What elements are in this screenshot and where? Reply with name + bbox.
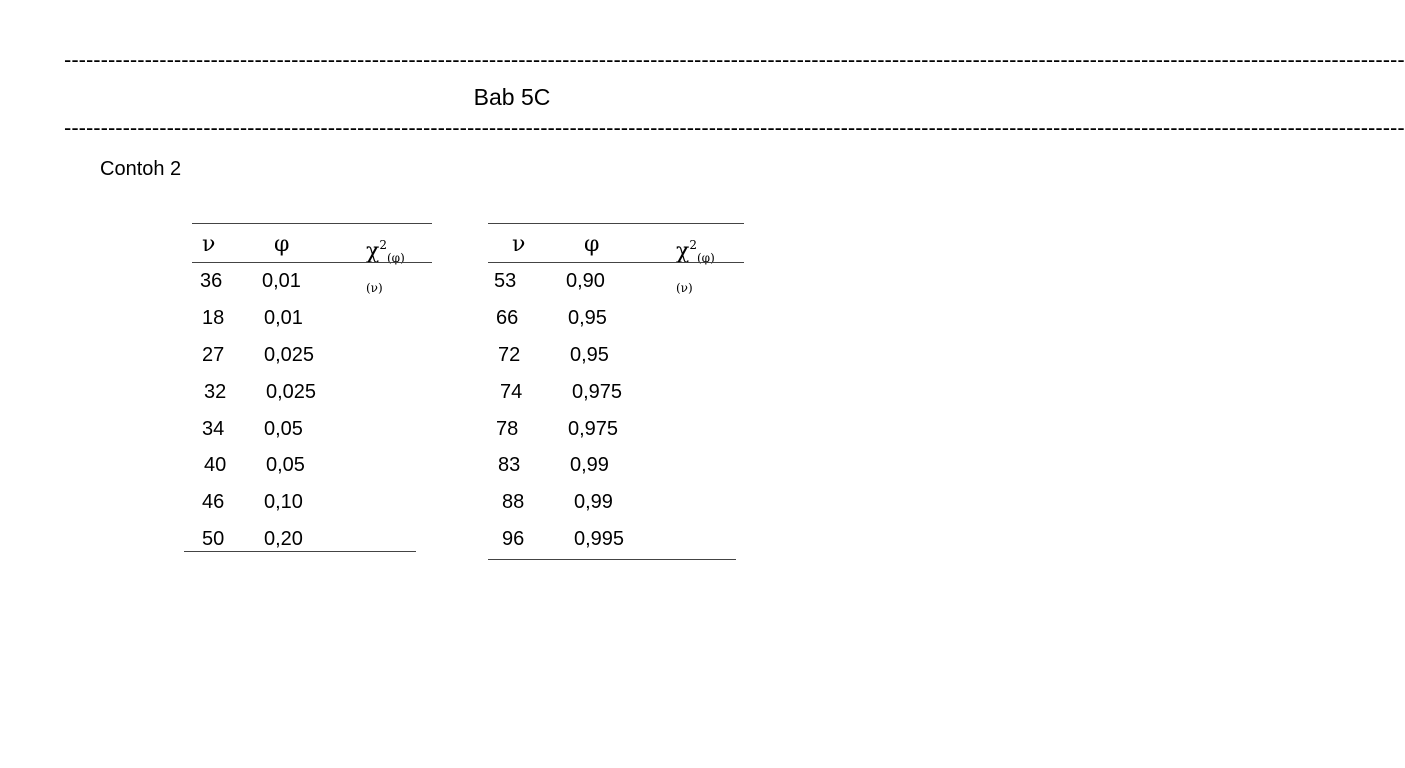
table-row-phi: 0,025 (264, 344, 315, 366)
header-nu: ν (202, 232, 216, 257)
chi-superscript: 2 (379, 238, 387, 252)
header-phi: φ (274, 232, 290, 257)
table-row-phi: 0,05 (264, 418, 303, 440)
page-title: Bab 5C (473, 84, 551, 110)
table-row-nu: 66 (496, 307, 519, 329)
table-row-phi: 0,01 (262, 270, 301, 292)
table-row-nu: 78 (496, 418, 519, 440)
chi-subscript: (φ)(ν) (676, 251, 715, 295)
table-bottom-rule (488, 559, 736, 560)
table-row-nu: 18 (202, 307, 225, 329)
table-row-phi: 0,20 (264, 528, 303, 550)
top-dashed-divider: --------------------------------------------------------------------------------------------------------------------------------------------------------------------------------------- (64, 47, 1405, 72)
table-row-phi: 0,025 (266, 381, 317, 403)
table-header-rule (192, 262, 432, 263)
header-chi-square (366, 233, 405, 300)
table-row-phi: 0,10 (264, 491, 303, 513)
bottom-dashed-divider: --------------------------------------------------------------------------------------------------------------------------------------------------------------------------------------- (64, 115, 1405, 140)
table-row-phi: 0,99 (574, 491, 613, 513)
table-row-phi: 0,95 (568, 307, 607, 329)
chi-symbol: χ (366, 239, 380, 264)
header-nu: ν (512, 232, 526, 257)
table-row-phi: 0,90 (566, 270, 605, 292)
table-row-nu: 34 (202, 418, 225, 440)
table-bottom-rule (184, 551, 416, 552)
table-row-nu: 32 (204, 381, 227, 403)
table-header-rule (488, 262, 744, 263)
table-row-phi: 0,975 (572, 381, 623, 403)
table-row-phi: 0,01 (264, 307, 303, 329)
table-row-phi: 0,99 (570, 454, 609, 476)
table-row-nu: 53 (494, 270, 517, 292)
table-row-phi: 0,05 (266, 454, 305, 476)
table-row-nu: 27 (202, 344, 225, 366)
table-row-nu: 88 (502, 491, 525, 513)
table-top-rule (192, 223, 432, 224)
table-row-nu: 83 (498, 454, 521, 476)
table-row-nu: 46 (202, 491, 225, 513)
example-label: Contoh 2 (100, 158, 182, 180)
header-chi-square (676, 233, 715, 300)
chi-symbol: χ (676, 239, 690, 264)
table-row-nu: 40 (204, 454, 227, 476)
table-row-phi: 0,995 (574, 528, 625, 550)
chi-subscript: (φ)(ν) (366, 251, 405, 295)
header-phi: φ (584, 232, 600, 257)
chi-superscript: 2 (689, 238, 697, 252)
table-row-phi: 0,95 (570, 344, 609, 366)
table-row-phi: 0,975 (568, 418, 619, 440)
table-row-nu: 74 (500, 381, 523, 403)
table-top-rule (488, 223, 744, 224)
table-row-nu: 50 (202, 528, 225, 550)
table-row-nu: 72 (498, 344, 521, 366)
table-row-nu: 96 (502, 528, 525, 550)
table-row-nu: 36 (200, 270, 223, 292)
